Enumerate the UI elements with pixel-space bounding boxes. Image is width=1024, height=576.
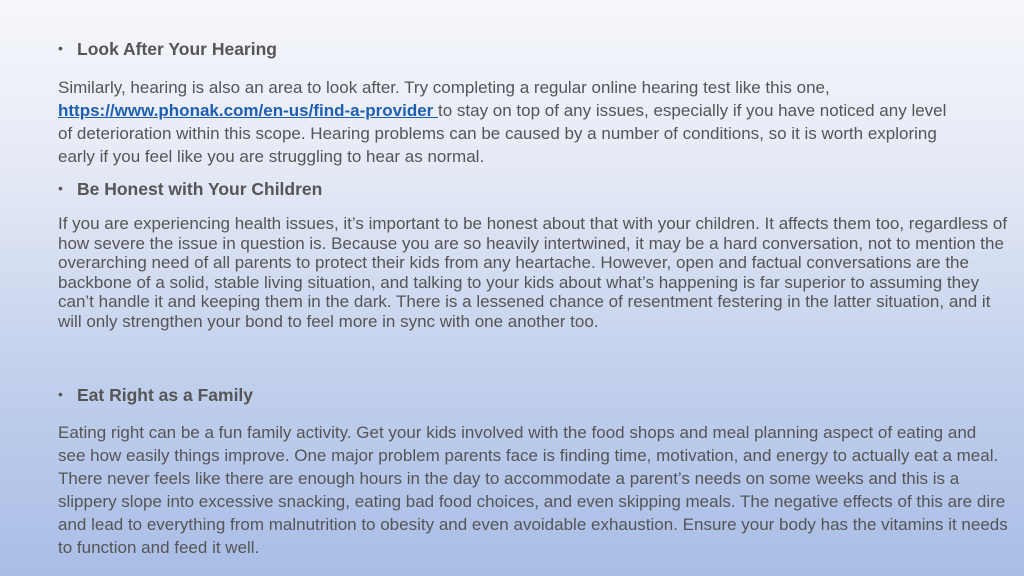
- section-body-eat-right: [58, 421, 1008, 559]
- heading-text: Be Honest with Your Children: [77, 179, 323, 199]
- section-heading-hearing: [58, 39, 277, 60]
- bullet-icon: •: [58, 180, 63, 196]
- section-heading-honesty: [58, 179, 322, 200]
- section-heading-eat-right: [58, 385, 253, 406]
- bullet-icon: •: [58, 40, 63, 56]
- phonak-provider-link[interactable]: https://www.phonak.com/en-us/find-a-provider: [58, 101, 438, 120]
- body-text-continued: to stay on top of any issues, especially if you have noticed any level of deterioration within this scope. Hearing problems can be caused by a number of conditions, so it is worth exploring early if you feel like you are struggling to hear as normal.: [58, 101, 947, 166]
- bullet-icon: •: [58, 386, 63, 402]
- body-text: Similarly, hearing is also an area to look after. Try completing a regular online hearing test like this one,: [58, 78, 830, 97]
- heading-text: Eat Right as a Family: [77, 385, 254, 405]
- body-text: Eating right can be a fun family activity. Get your kids involved with the food shops and meal planning aspect of eating and see how easily things improve. One major problem parents face is finding time, motivation, and energy to actually eat a meal. There never feels like there are enough hours in the day to accommodate a parent’s needs on some weeks and this is a slippery slope into excessive snacking, eating bad food choices, and even skipping meals. The negative effects of this are dire and lead to everything from malnutrition to obesity and even avoidable exhaustion. Ensure your body has the vitamins it needs to function and feed it well.: [58, 423, 1008, 557]
- body-text: If you are experiencing health issues, it’s important to be honest about that with your children. It affects them too, regardless of how severe the issue in question is. Because you are so heavily intertwined, it may be a hard conversation, not to mention the overarching need of all parents to protect their kids from any heartache. However, open and factual conversations are the backbone of a solid, stable living situation, and talking to your kids about what’s happening is far superior to assuming they can’t handle it and keeping them in the dark. There is a lessened chance of resentment festering in the latter situation, and it will only strengthen your bond to feel more in sync with one another too.: [58, 214, 1008, 331]
- heading-text: Look After Your Hearing: [77, 39, 277, 59]
- section-body-honesty: [58, 214, 1008, 331]
- section-body-hearing: [58, 76, 958, 168]
